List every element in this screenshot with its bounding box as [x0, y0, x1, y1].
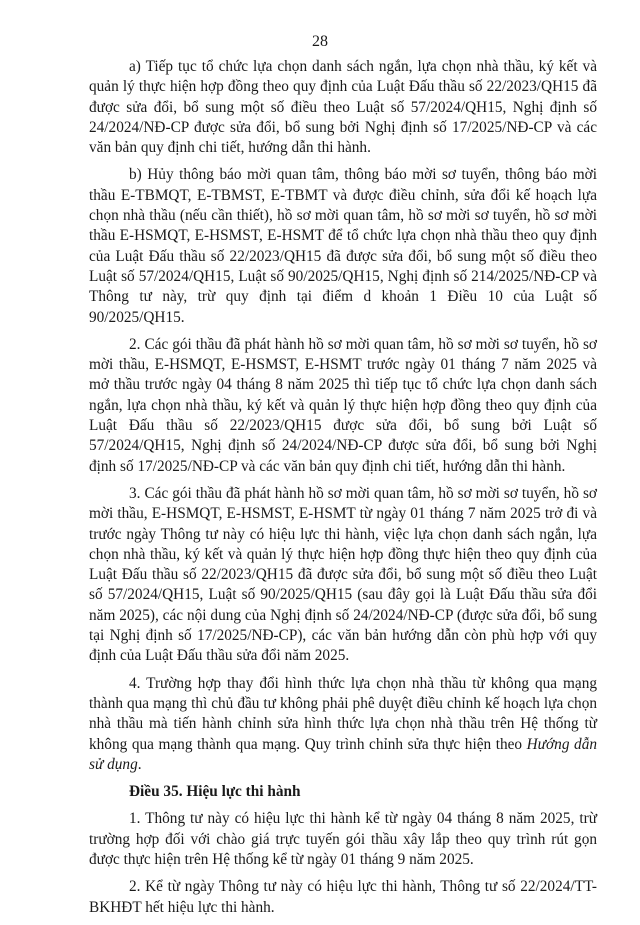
article-35-heading: Điều 35. Hiệu lực thi hành	[129, 783, 301, 801]
document-body	[89, 57, 597, 925]
effect-paragraph-2: 2. Kể từ ngày Thông tư này có hiệu lực thi hành, Thông tư số 22/2024/TT-BKHĐT hết hiệu lực thi hành.	[89, 878, 597, 916]
paragraph-4-italic: Hướng dẫn sử dụng	[89, 735, 597, 773]
paragraph-2: 2. Các gói thầu đã phát hành hồ sơ mời quan tâm, hồ sơ mời sơ tuyển, hồ sơ mời thầu, E-HSMQT, E-HSMST, E-HSMT trước ngày 01 tháng 7 năm 2025 và mở thầu trước ngày 04 tháng 8 năm 2025 thì tiếp tục tổ chức lựa chọn danh sách ngắn, lựa chọn nhà thầu, ký kết và quản lý thực hiện hợp đồng theo quy định của Luật Đấu thầu số 22/2023/QH15 được sửa đổi, bổ sung bởi Luật số 57/2024/QH15, Nghị định số 24/2024/NĐ-CP được sửa đổi, bổ sung bởi Nghị định số 17/2025/NĐ-CP và các văn bản quy định chi tiết, hướng dẫn thi hành.	[89, 335, 597, 475]
paragraph-1a: a) Tiếp tục tổ chức lựa chọn danh sách ngắn, lựa chọn nhà thầu, ký kết và quản lý thực hiện hợp đồng theo quy định của Luật Đấu thầu số 22/2023/QH15 đã được sửa đổi, bổ sung một số điều theo Luật số 57/2024/QH15, Nghị định số 24/2024/NĐ-CP được sửa đổi, bổ sung bởi Nghị định số 17/2025/NĐ-CP và các văn bản quy định chi tiết, hướng dẫn thi hành.	[89, 58, 597, 157]
page-number: 28	[312, 33, 328, 50]
paragraph-4	[89, 674, 597, 775]
paragraph-3: 3. Các gói thầu đã phát hành hồ sơ mời quan tâm, hồ sơ mời sơ tuyển, hồ sơ mời thầu, E-HSMQT, E-HSMST, E-HSMT từ ngày 01 tháng 7 năm 2025 trở đi và trước ngày Thông tư này có hiệu lực thi hành, việc lựa chọn danh sách ngắn, lựa chọn nhà thầu, ký kết và quản lý thực hiện hợp đồng thực hiện theo quy định của Luật Đấu thầu số 22/2023/QH15 đã được sửa đổi, bổ sung một số điều theo Luật số 57/2024/QH15, Luật số 90/2025/QH15 (sau đây gọi là Luật Đấu thầu sửa đổi năm 2025), các nội dung của Nghị định số 24/2024/NĐ-CP (được sửa đổi, bổ sung tại Nghị định số 17/2025/NĐ-CP), các văn bản hướng dẫn còn phù hợp với quy định của Luật Đấu thầu sửa đổi năm 2025.	[89, 484, 597, 665]
paragraph-4-end: .	[137, 755, 142, 773]
paragraph-4-text: 4. Trường hợp thay đổi hình thức lựa chọn nhà thầu từ không qua mạng thành qua mạng thì chủ đầu tư không phải phê duyệt điều chỉnh kế hoạch lựa chọn nhà thầu mà tiến hành chỉnh sửa hình thức lựa chọn nhà thầu trên Hệ thống từ không qua mạng thành qua mạng. Quy trình chỉnh sửa thực hiện theo	[89, 674, 597, 753]
effect-paragraph-1: 1. Thông tư này có hiệu lực thi hành kể từ ngày 04 tháng 8 năm 2025, trừ trường hợp đối với chào giá trực tuyến gói thầu xây lắp theo quy trình rút gọn được thực hiện trên Hệ thống kể từ ngày 01 tháng 9 năm 2025.	[89, 810, 597, 868]
paragraph-1b: b) Hủy thông báo mời quan tâm, thông báo mời sơ tuyển, thông báo mời thầu E-TBMQT, E-TBMST, E-TBMT và được điều chỉnh, sửa đổi kế hoạch lựa chọn nhà thầu (nếu cần thiết), hồ sơ mời quan tâm, hồ sơ mời sơ tuyển, hồ sơ mời thầu E-HSMQT, E-HSMST, E-HSMT để tổ chức lựa chọn nhà thầu theo quy định của Luật Đấu thầu số 22/2023/QH15 đã được sửa đổi, bổ sung một số điều theo Luật số 57/2024/QH15, Luật số 90/2025/QH15, Nghị định số 214/2025/NĐ-CP và Thông tư này, trừ quy định tại điểm d khoản 1 Điều 10 của Luật số 90/2025/QH15.	[89, 166, 597, 326]
